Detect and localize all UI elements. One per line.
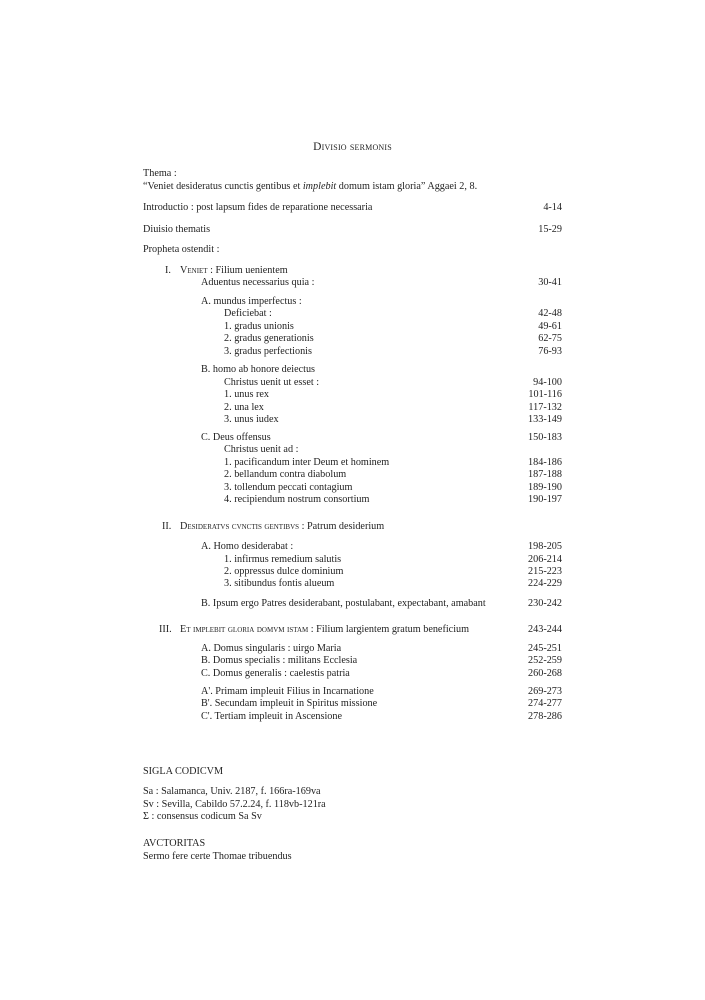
sigla-item: Sv : Sevilla, Cabildo 57.2.24, f. 118vb-121ra	[143, 799, 326, 810]
thema-label: Thema :	[143, 168, 177, 179]
auctoritas-heading: AVCTORITAS	[143, 838, 206, 849]
sigla-item: Σ : consensus codicum Sa Sv	[143, 811, 262, 822]
sigla-item: Sa : Salamanca, Univ. 2187, f. 166ra-169va	[143, 786, 321, 797]
sigla-heading: SIGLA CODICVM	[143, 766, 224, 777]
page-title: Divisio sermonis	[313, 141, 392, 153]
thema-quote: “Veniet desideratus cunctis gentibus et implebit domum istam gloria” Aggaei 2, 8.	[143, 181, 478, 192]
auctoritas-text: Sermo fere certe Thomae tribuendus	[143, 851, 292, 862]
